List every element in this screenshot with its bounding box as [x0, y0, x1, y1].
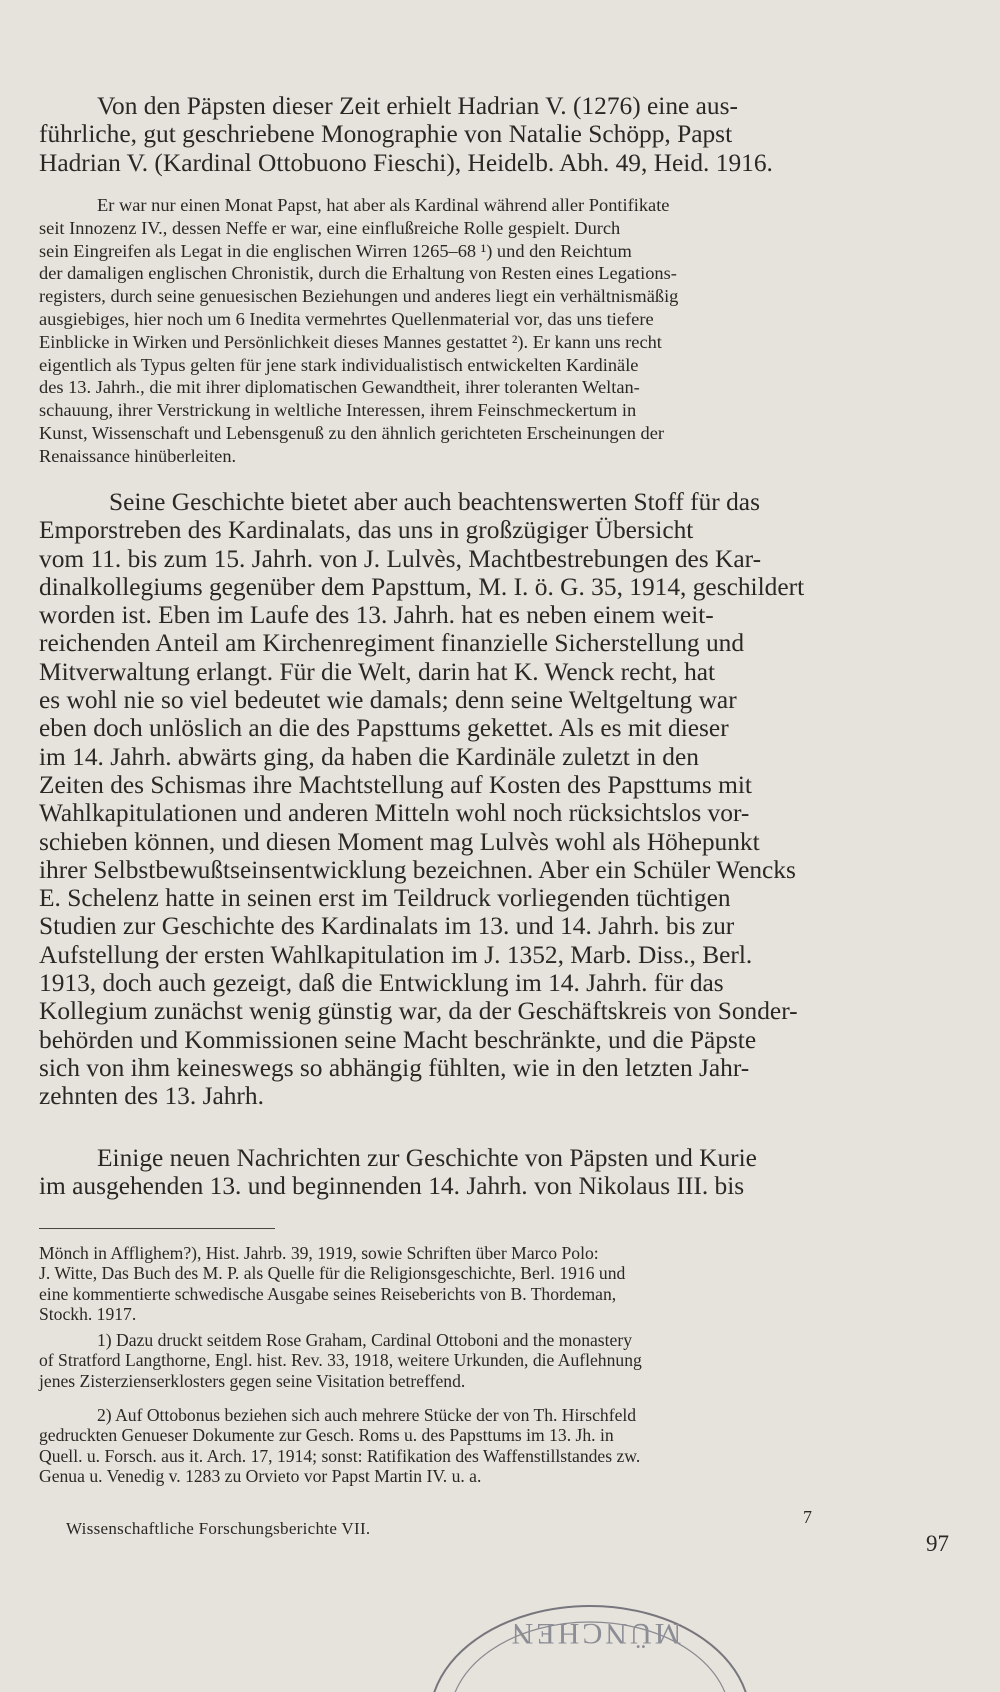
- text-line: ihrer Selbstbewußtseinsentwicklung bezeichnen. Aber ein Schüler Wencks: [39, 855, 796, 884]
- footnote-line: jenes Zisterzienserklosters gegen seine Visitation betreffend.: [39, 1370, 466, 1391]
- footnote-line: 2) Auf Ottobonus beziehen sich auch mehrere Stücke der von Th. Hirschfeld: [97, 1405, 637, 1425]
- body-paragraph: [39, 1144, 963, 1201]
- text-line: sein Eingreifen als Legat in die englischen Wirren 1265–68 ¹) und den Reichtum: [39, 240, 632, 261]
- stamp-text: MÜNCHEN: [508, 1617, 682, 1650]
- text-line: Mitverwaltung erlangt. Für die Welt, darin hat K. Wenck recht, hat: [39, 657, 716, 686]
- commentary-paragraph: [39, 194, 963, 468]
- text-line: Renaissance hinüberleiten.: [39, 445, 237, 466]
- text-line: zehnten des 13. Jahrh.: [39, 1082, 264, 1111]
- text-line: Einige neuen Nachrichten zur Geschichte von Päpsten und Kurie: [97, 1144, 757, 1172]
- footnote-line: Stockh. 1917.: [39, 1303, 137, 1324]
- text-line: dinalkollegiums gegenüber dem Papsttum, M. I. ö. G. 35, 1914, geschildert: [39, 572, 805, 601]
- text-line: Kunst, Wissenschaft und Lebensgenuß zu den ähnlich gerichteten Erscheinungen der: [39, 422, 665, 443]
- text-line: E. Schelenz hatte in seinen erst im Teildruck vorliegenden tüchtigen: [39, 884, 731, 913]
- text-line: schauung, ihrer Verstrickung in weltliche Interessen, ihrem Feinschmeckertum in: [39, 400, 637, 421]
- text-line: Er war nur einen Monat Papst, hat aber als Kardinal während aller Pontifikate: [97, 195, 670, 215]
- text-line: seit Innozenz IV., dessen Neffe er war, eine einflußreiche Rolle gespielt. Durch: [39, 217, 621, 238]
- footnote-line: J. Witte, Das Buch des M. P. als Quelle für die Religionsgeschichte, Berl. 1916 und: [39, 1263, 626, 1284]
- footnote-line: eine kommentierte schwedische Ausgabe seines Reiseberichts von B. Thordeman,: [39, 1283, 617, 1304]
- text-line: Wahlkapitulationen und anderen Mitteln wohl noch rücksichtslos vor-: [39, 799, 750, 828]
- text-line: behörden und Kommissionen seine Macht beschränkte, und die Päpste: [39, 1025, 757, 1054]
- text-line: worden ist. Eben im Laufe des 13. Jahrh. hat es neben einem weit-: [39, 601, 714, 630]
- text-line: Emporstreben des Kardinalats, das uns in großzügiger Übersicht: [39, 516, 694, 545]
- text-line: Studien zur Geschichte des Kardinalats im 13. und 14. Jahrh. bis zur: [39, 912, 735, 941]
- text-line: Zeiten des Schismas ihre Machtstellung auf Kosten des Papsttums mit: [39, 770, 752, 799]
- text-line: eben doch unlöslich an die des Papsttums gekettet. Als es mit dieser: [39, 714, 729, 743]
- text-line: schieben können, und diesen Moment mag Lulvès wohl als Höhepunkt: [39, 827, 760, 856]
- footnote-1: [39, 1330, 963, 1391]
- text-line: Hadrian V. (Kardinal Ottobuono Fieschi), Heidelb. Abh. 49, Heid. 1916.: [39, 148, 773, 177]
- footnote-line: gedruckten Genueser Dokumente zur Gesch. Roms u. des Papsttums im 13. Jh. in: [39, 1425, 614, 1446]
- text-line: sich von ihm keineswegs so abhängig fühlten, wie in den letzten Jahr-: [39, 1053, 750, 1082]
- series-title: Wissenschaftliche Forschungsberichte VII.: [66, 1519, 371, 1538]
- footnote-line: Genua u. Venedig v. 1283 zu Orvieto vor Papst Martin IV. u. a.: [39, 1465, 482, 1486]
- footnote-line: Mönch in Afflighem?), Hist. Jahrb. 39, 1919, sowie Schriften über Marco Polo:: [39, 1243, 599, 1263]
- footnote-line: 1) Dazu druckt seitdem Rose Graham, Cardinal Ottoboni and the monastery: [97, 1330, 633, 1350]
- text-line: reichenden Anteil am Kirchenregiment finanzielle Sicherstellung und: [39, 629, 745, 658]
- text-line: Von den Päpsten dieser Zeit erhielt Hadrian V. (1276) eine aus-: [97, 92, 738, 120]
- footnote-continuation: [39, 1243, 963, 1324]
- text-line: eigentlich als Typus gelten für jene stark individualistisch entwickelten Kardinäle: [39, 354, 639, 375]
- footnote-divider: [39, 1228, 275, 1229]
- text-line: des 13. Jahrh., die mit ihrer diplomatischen Gewandtheit, ihrer toleranten Weltan-: [39, 377, 640, 398]
- text-line: es wohl nie so viel bedeutet wie damals; denn seine Weltgeltung war: [39, 686, 737, 715]
- text-line: Einblicke in Wirken und Persönlichkeit dieses Mannes gestattet ²). Er kann uns recht: [39, 331, 662, 352]
- text-line: Kollegium zunächst wenig günstig war, da der Geschäftskreis von Sonder-: [39, 997, 798, 1026]
- text-line: Aufstellung der ersten Wahlkapitulation im J. 1352, Marb. Diss., Berl.: [39, 940, 753, 969]
- text-line: ausgiebiges, hier noch um 6 Inedita vermehrtes Quellenmaterial vor, das uns tiefere: [39, 308, 654, 329]
- intro-paragraph: [39, 92, 963, 177]
- sheet-number: 7: [803, 1507, 812, 1527]
- footnote-2: [39, 1405, 963, 1486]
- library-stamp: [420, 1598, 760, 1692]
- text-line: Seine Geschichte bietet aber auch beachtenswerten Stoff für das: [109, 488, 760, 516]
- page-number: 97: [926, 1531, 949, 1556]
- footnote-line: Quell. u. Forsch. aus it. Arch. 17, 1914; sonst: Ratifikation des Waffenstillstandes zw.: [39, 1445, 641, 1466]
- text-line: im 14. Jahrh. abwärts ging, da haben die Kardinäle zuletzt in den: [39, 742, 699, 771]
- text-line: registers, durch seine genuesischen Beziehungen und anderes liegt ein verhältnismäßig: [39, 286, 679, 307]
- text-line: im ausgehenden 13. und beginnenden 14. Jahrh. von Nikolaus III. bis: [39, 1172, 745, 1201]
- text-line: 1913, doch auch gezeigt, daß die Entwicklung im 14. Jahrh. für das: [39, 969, 724, 998]
- body-paragraph: [39, 488, 963, 1111]
- footnote-line: of Stratford Langthorne, Engl. hist. Rev. 33, 1918, weitere Urkunden, die Auflehnung: [39, 1350, 642, 1371]
- text-line: führliche, gut geschriebene Monographie von Natalie Schöpp, Papst: [39, 120, 733, 149]
- text-line: vom 11. bis zum 15. Jahrh. von J. Lulvès, Machtbestrebungen des Kar-: [39, 544, 762, 573]
- text-line: der damaligen englischen Chronistik, durch die Erhaltung von Resten eines Legations-: [39, 263, 677, 284]
